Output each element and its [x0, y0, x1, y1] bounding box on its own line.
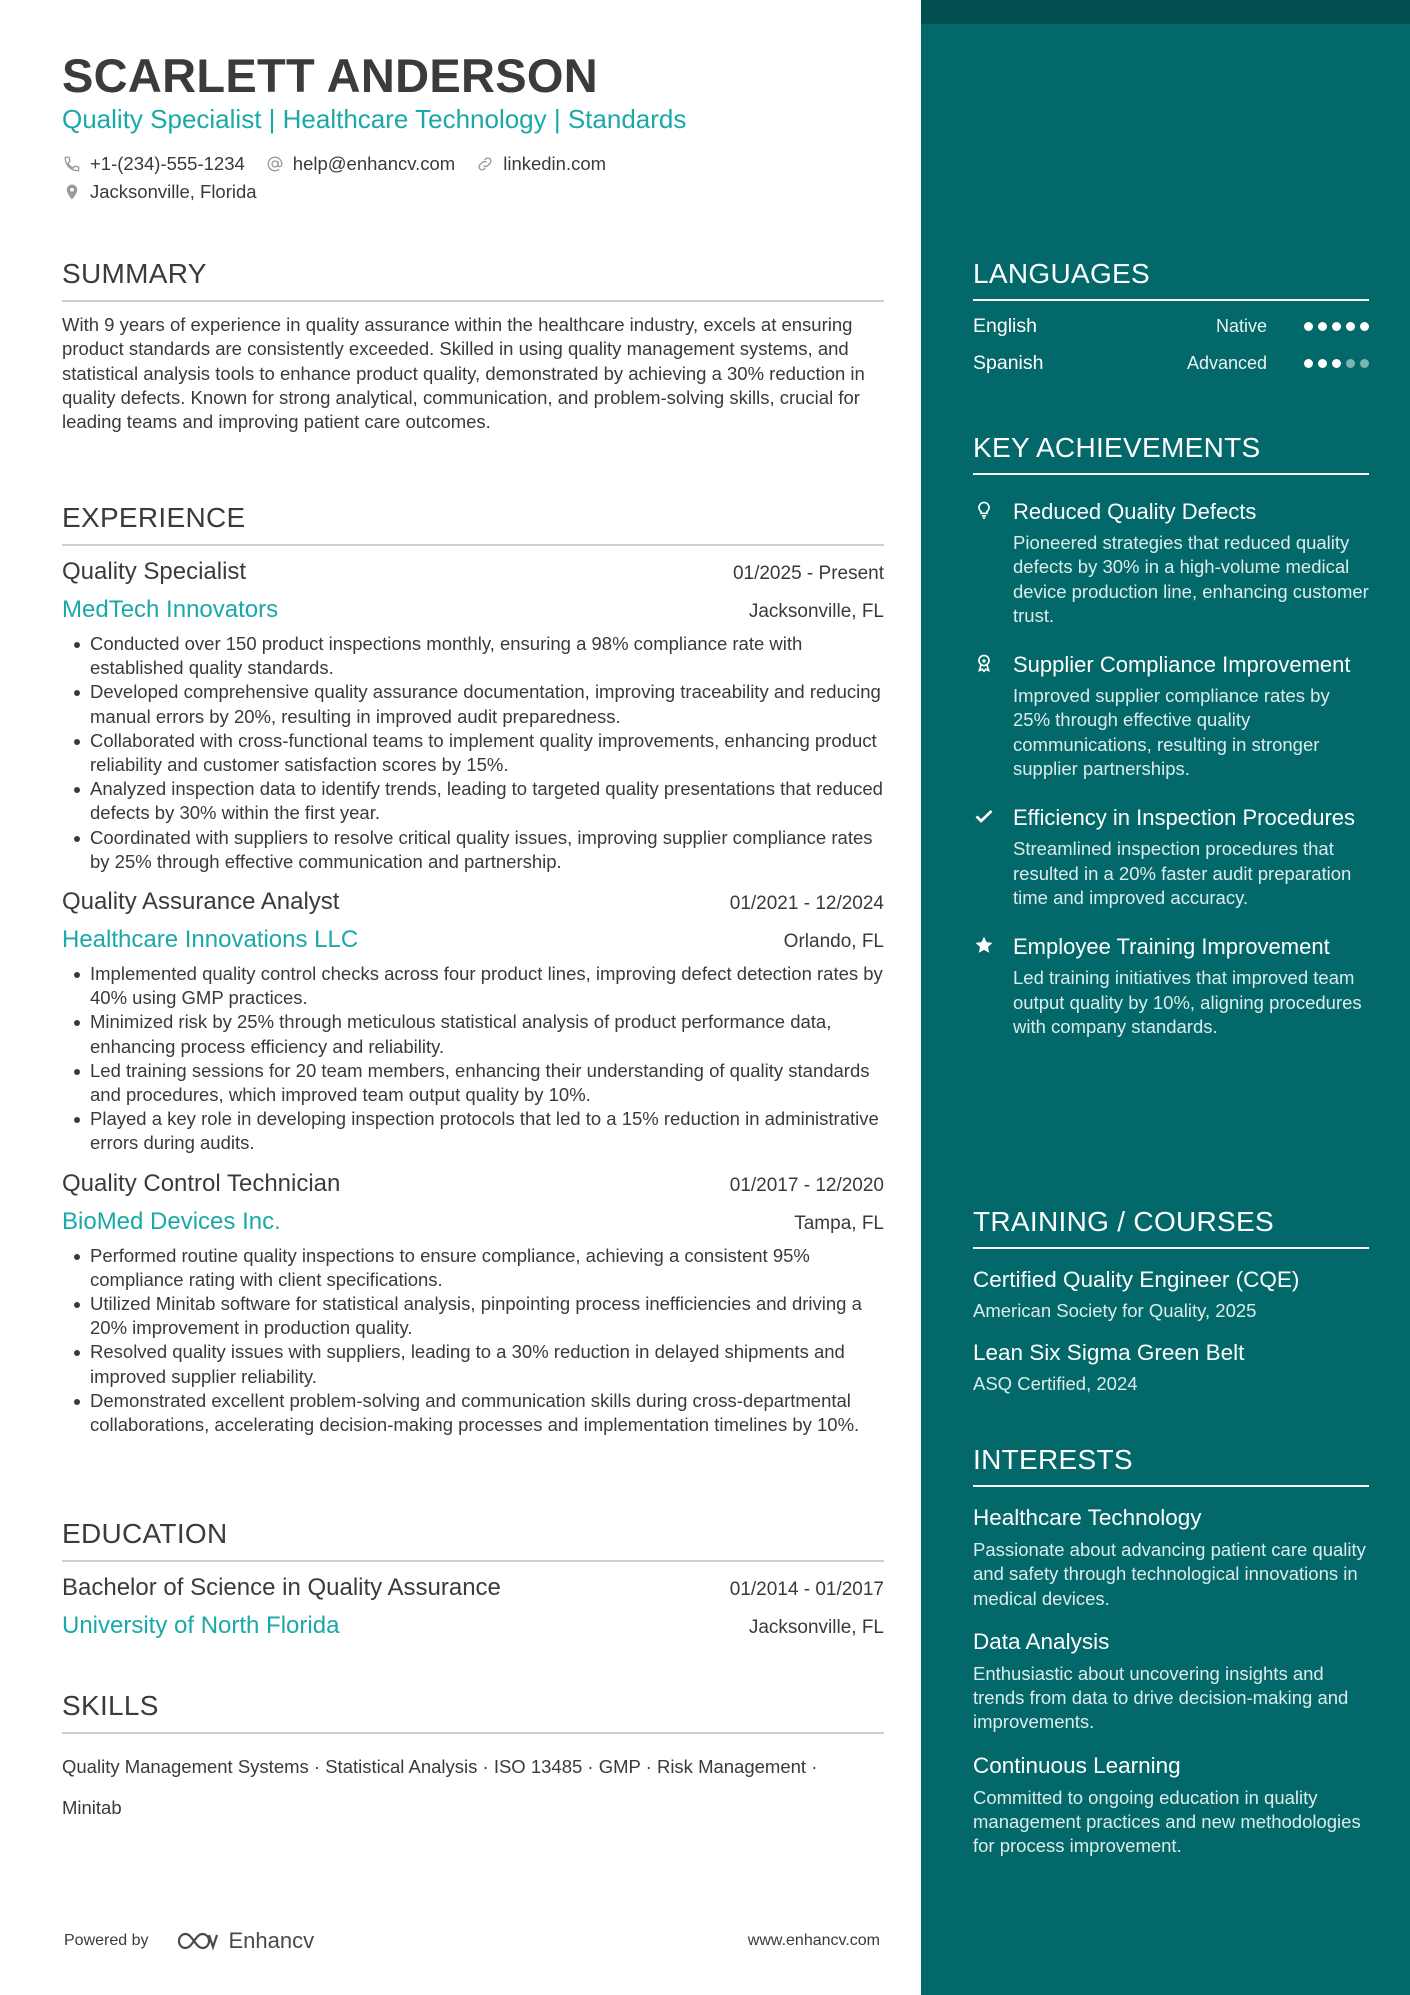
language-level: Native: [1215, 315, 1267, 336]
list-item: Collaborated with cross-functional teams to implement quality improvements, enhancing product reliability and customer satisfaction scores by 15%.: [62, 729, 884, 777]
phone-contact: [62, 153, 245, 175]
job-bullets: [62, 632, 884, 874]
powered-by-label: Powered by: [64, 1932, 149, 1949]
languages-title: LANGUAGES: [973, 258, 1369, 301]
list-item: Led training sessions for 20 team members, enhancing their understanding of quality standards and procedures, which improved team output quality by 10%.: [62, 1059, 884, 1107]
achievement-title: Supplier Compliance Improvement: [1013, 652, 1351, 678]
at-sign-icon: [265, 154, 285, 174]
interest-title: Healthcare Technology: [973, 1505, 1202, 1530]
achievement-title: Efficiency in Inspection Procedures: [1013, 805, 1355, 831]
list-item: Implemented quality control checks across four product lines, improving defect detection rates by 40% using GMP practices.: [62, 962, 884, 1010]
job-dates: 01/2025 - Present: [732, 563, 884, 584]
contact-info: [62, 151, 626, 207]
language-name: English: [973, 314, 1037, 337]
candidate-name: SCARLETT ANDERSON: [62, 49, 599, 102]
interest-desc: Enthusiastic about uncovering insights and trends from data to drive decision-making and improvements.: [973, 1662, 1349, 1733]
languages-section: [973, 258, 1369, 375]
education-entry: [62, 1574, 884, 1640]
job-company: Healthcare Innovations LLC: [62, 926, 359, 954]
job-title: Quality Control Technician: [62, 1169, 341, 1197]
interest-item: [973, 1753, 1369, 1859]
email-text[interactable]: help@enhancv.com: [292, 153, 456, 174]
experience-section: [62, 502, 884, 1437]
phone-text: +1-(234)-555-1234: [90, 153, 245, 174]
rating-dot-filled: [1346, 322, 1355, 331]
job-entry: [62, 558, 884, 874]
interest-title: Continuous Learning: [973, 1752, 1181, 1778]
achievement-desc: Streamlined inspection procedures that resulted in a 20% faster audit preparation time and improved accuracy.: [1013, 838, 1352, 908]
course-title: Lean Six Sigma Green Belt: [973, 1340, 1245, 1365]
enhancv-logo[interactable]: [175, 1928, 315, 1954]
job-company: MedTech Innovators: [62, 596, 279, 623]
degree: Bachelor of Science in Quality Assurance: [62, 1574, 501, 1601]
list-item: Analyzed inspection data to identify trends, leading to targeted quality presentations that reduced defects by 30% within the first year.: [62, 777, 884, 825]
interest-item: [973, 1629, 1369, 1735]
list-item: Resolved quality issues with suppliers, leading to a 30% reduction in delayed shipments and improved supplier reliability.: [62, 1340, 884, 1388]
footer: [64, 1928, 880, 1954]
powered-by: [64, 1928, 314, 1954]
list-item: Coordinated with suppliers to resolve critical quality issues, improving supplier compliance rates by 25% through effective communication and partnership.: [62, 826, 884, 874]
achievement-item: [973, 803, 1369, 910]
job-company: BioMed Devices Inc.: [62, 1207, 281, 1235]
training-section: [973, 1206, 1369, 1395]
job-bullets: [62, 1244, 884, 1438]
linkedin-text[interactable]: linkedin.com: [503, 153, 607, 174]
job-dates: 01/2017 - 12/2020: [729, 1174, 884, 1196]
list-item: Demonstrated excellent problem-solving and communication skills during cross-departmental collaborations, accelerating decision-making processes and implementation timelines by 10%.: [62, 1389, 884, 1437]
job-title: Quality Specialist: [62, 558, 247, 585]
list-item: Played a key role in developing inspection protocols that led to a 15% reduction in administrative errors during audits.: [62, 1107, 884, 1155]
checkmark-icon: [973, 805, 995, 827]
location-text: Jacksonville, Florida: [90, 181, 257, 202]
job-entry: [62, 1170, 884, 1438]
interest-desc: Passionate about advancing patient care quality and safety through technological innovations in medical devices.: [973, 1539, 1366, 1609]
language-rating: [1299, 322, 1369, 331]
interest-desc: Committed to ongoing education in quality management practices and new methodologies for process improvement.: [973, 1786, 1361, 1857]
skills-list: [62, 1746, 884, 1828]
education-title: EDUCATION: [62, 1518, 884, 1562]
list-item: Minimized risk by 25% through meticulous statistical analysis of product performance data, enhancing process efficiency and reliability.: [62, 1010, 884, 1058]
rating-dot-empty: [1346, 359, 1355, 368]
job-entry: [62, 888, 884, 1156]
summary-title: SUMMARY: [62, 258, 884, 302]
skills-line: Minitab: [62, 1797, 122, 1818]
language-rating: [1299, 359, 1369, 368]
course-item: [973, 1267, 1369, 1322]
skills-line: Quality Management Systems · Statistical Analysis · ISO 13485 · GMP · Risk Management ·: [62, 1756, 818, 1777]
job-location: Jacksonville, FL: [748, 601, 884, 622]
rating-dot-empty: [1360, 359, 1369, 368]
website-link[interactable]: www.enhancv.com: [747, 1932, 880, 1949]
linkedin-contact[interactable]: [475, 153, 606, 175]
achievement-item: [973, 650, 1369, 781]
language-level: Advanced: [1186, 352, 1267, 373]
achievements-title: KEY ACHIEVEMENTS: [973, 432, 1369, 475]
interests-title: INTERESTS: [973, 1444, 1369, 1487]
experience-title: EXPERIENCE: [62, 502, 884, 546]
map-pin-icon: [62, 182, 82, 202]
list-item: Utilized Minitab software for statistical analysis, pinpointing process inefficiencies and driving a 20% improvement in production quality.: [62, 1292, 884, 1340]
rating-dot-filled: [1360, 322, 1369, 331]
rating-dot-filled: [1304, 359, 1313, 368]
headline: Quality Specialist | Healthcare Technology | Standards: [62, 104, 687, 134]
interests-section: [973, 1444, 1369, 1859]
language-name: Spanish: [973, 351, 1044, 374]
lightbulb-icon: [973, 499, 995, 521]
rating-dot-filled: [1318, 359, 1327, 368]
skills-section: [62, 1690, 884, 1828]
job-location: Tampa, FL: [794, 1212, 884, 1234]
rating-dot-filled: [1304, 322, 1313, 331]
achievement-desc: Led training initiatives that improved team output quality by 10%, aligning procedures with company standards.: [1013, 967, 1362, 1037]
brand-name: Enhancv: [228, 1928, 315, 1953]
summary-text: With 9 years of experience in quality assurance within the healthcare industry, excels at ensuring product standards are consistently exceeded. Skilled in using quality management systems, and statistical analysis tools to enhance product quality, demonstrated by achieving a 30% reduction in quality defects. Known for strong analytical, communication, and problem-solving skills, crucial for leading teams and improving patient care outcomes.: [62, 314, 865, 433]
sidebar: [921, 0, 1410, 1995]
training-title: TRAINING / COURSES: [973, 1206, 1369, 1249]
email-contact[interactable]: [265, 153, 455, 175]
achievement-title: Employee Training Improvement: [1013, 934, 1330, 960]
education-location: Jacksonville, FL: [748, 1617, 884, 1638]
rating-dot-filled: [1332, 359, 1341, 368]
summary-section: [62, 258, 884, 434]
link-icon: [475, 154, 495, 174]
phone-icon: [62, 154, 82, 174]
job-bullets: [62, 962, 884, 1156]
achievements-section: [973, 432, 1369, 1039]
language-item: [973, 351, 1369, 375]
course-provider: American Society for Quality, 2025: [973, 1300, 1257, 1321]
course-item: [973, 1340, 1369, 1395]
school: University of North Florida: [62, 1612, 340, 1639]
rating-dot-filled: [1332, 322, 1341, 331]
education-dates: 01/2014 - 01/2017: [729, 1579, 884, 1600]
star-icon: [973, 934, 995, 956]
job-dates: 01/2021 - 12/2024: [729, 893, 884, 915]
achievement-item: [973, 497, 1369, 628]
job-title: Quality Assurance Analyst: [62, 888, 340, 916]
achievement-desc: Improved supplier compliance rates by 25% through effective quality communications, resulting in stronger supplier partnerships.: [1013, 685, 1330, 780]
achievement-title: Reduced Quality Defects: [1013, 499, 1257, 524]
interest-item: [973, 1505, 1369, 1611]
language-item: [973, 314, 1369, 338]
list-item: Conducted over 150 product inspections monthly, ensuring a 98% compliance rate with established quality standards.: [62, 632, 884, 680]
enhancv-logo-icon: [175, 1929, 221, 1953]
course-provider: ASQ Certified, 2024: [973, 1373, 1138, 1394]
list-item: Performed routine quality inspections to ensure compliance, achieving a consistent 95% compliance rating with client specifications.: [62, 1244, 884, 1292]
location-contact: [62, 181, 257, 203]
rating-dot-filled: [1318, 322, 1327, 331]
achievement-item: [973, 932, 1369, 1039]
job-location: Orlando, FL: [783, 931, 884, 953]
course-title: Certified Quality Engineer (CQE): [973, 1267, 1300, 1292]
interest-title: Data Analysis: [973, 1628, 1110, 1654]
education-section: [62, 1518, 884, 1640]
skills-title: SKILLS: [62, 1690, 884, 1734]
achievement-desc: Pioneered strategies that reduced quality defects by 30% in a high-volume medical device production line, enhancing customer trust.: [1013, 532, 1369, 626]
award-icon: [973, 652, 995, 674]
list-item: Developed comprehensive quality assurance documentation, improving traceability and reducing manual errors by 20%, resulting in improved audit preparedness.: [62, 680, 884, 728]
sidebar-top-band: [921, 0, 1410, 24]
